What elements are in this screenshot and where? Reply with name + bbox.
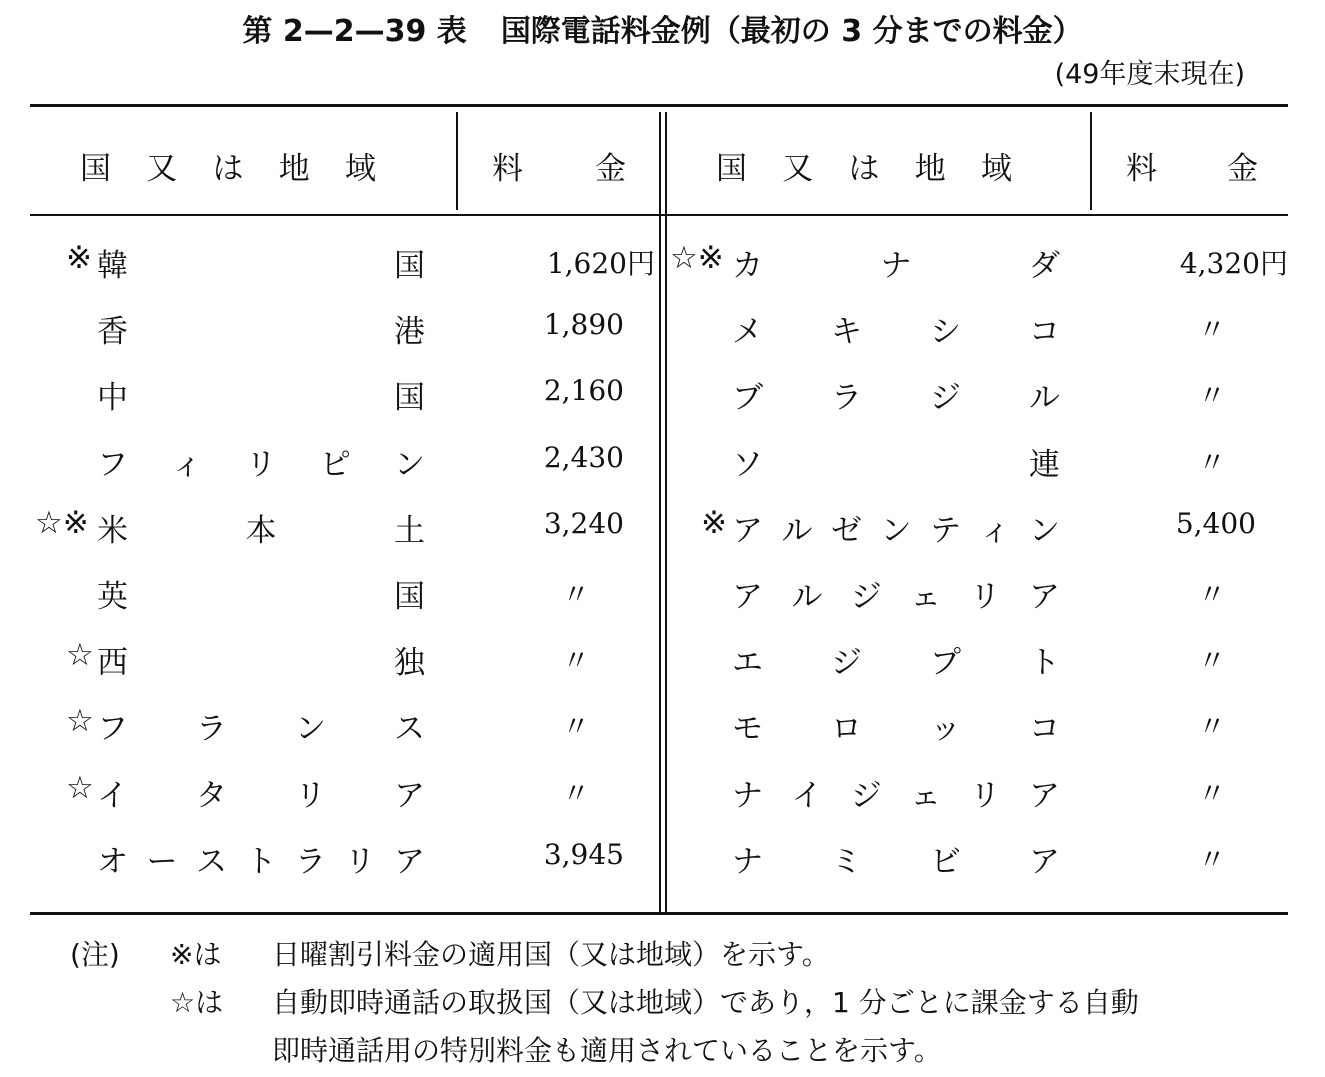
country-char: ル [781,512,813,549]
row-fee: 〃 [1198,445,1227,479]
country-char: ラ [295,843,326,880]
header-char: は [212,150,244,187]
header-char: 国 [80,150,111,187]
row-fee: 1,890 [543,308,624,342]
header-char: 地 [278,150,310,187]
country-char: 中 [97,380,128,417]
row-fee: 〃 [562,644,591,678]
country-char: ア [1028,579,1060,615]
row-country-name [97,372,425,417]
header-char: 国 [716,150,747,187]
row-country-name [97,571,425,616]
country-char: ロ [831,711,862,748]
header-country-right [716,140,1012,190]
row-fee: 3,240 [543,506,624,540]
country-char: ン [880,512,912,549]
bottom-rule [30,912,1288,915]
row-country-name [732,240,1060,285]
country-char: ア [394,777,425,814]
country-char: ダ [1029,248,1060,284]
country-char: ト [245,843,277,880]
country-char: 香 [97,314,128,351]
country-char: 国 [394,248,425,284]
header-country-left [80,140,376,190]
country-char: リ [245,446,277,483]
header-char: 地 [914,150,946,187]
country-char: ン [295,711,326,748]
country-char: 西 [97,645,128,682]
country-char: ナ [732,843,763,880]
country-char: ー [146,843,178,880]
notes-label: (注) [70,938,120,971]
country-char: シ [930,314,961,351]
note2-text-line2: 即時通話用の特別料金も適用されていることを示す。 [272,1034,942,1067]
header-char: 又 [782,150,814,187]
note1-text: 日曜割引料金の適用国（又は地域）を示す。 [272,938,830,971]
country-char: ア [732,512,763,549]
row-fee: 〃 [1198,578,1227,611]
header-char: 料 [1126,150,1157,187]
country-char: キ [831,314,862,351]
row-fee: 2,160 [543,374,624,408]
country-char: イ [791,777,823,814]
country-char: 本 [245,512,277,549]
row-fee: 5,400 [1175,506,1256,540]
header-char: 域 [345,150,376,187]
row-country-name [97,240,425,285]
row-country-name [97,770,425,815]
note2-text-line1: 自動即時通話の取扱国（又は地域）であり，1 分ごとに課金する自動 [272,986,1139,1019]
row-country-name [732,372,1060,417]
table-title [0,6,1325,50]
country-char: リ [344,843,376,880]
country-char: ジ [850,579,882,615]
country-char: 土 [394,512,425,549]
country-char: ア [394,843,425,880]
country-char: 連 [1029,446,1060,483]
row-fee: 4,320円 [1179,247,1288,280]
row-mark: ☆ [66,769,94,806]
country-char: ッ [930,711,961,748]
header-char: は [848,150,880,187]
row-fee: 2,430 [543,440,624,474]
country-char: フ [97,446,128,483]
country-char: ナ [732,777,763,814]
header-char: 又 [146,150,178,187]
country-char: ス [196,843,227,880]
country-char: ル [1029,380,1060,417]
country-char: エ [732,645,763,682]
country-char: モ [732,711,763,748]
country-char: ミ [831,843,862,880]
row-fee: 〃 [562,710,591,744]
country-char: ラ [831,380,862,417]
country-char: リ [969,579,1001,615]
country-char: ジ [850,777,882,814]
country-char: ナ [880,248,912,284]
country-char: 独 [394,645,425,682]
row-country-name [732,505,1060,550]
row-mark: ※ [66,240,92,276]
country-char: テ [930,512,961,549]
country-char: フ [97,711,128,748]
row-country-name [97,439,425,484]
row-fee: 〃 [1198,379,1227,413]
country-char: 米 [97,512,128,549]
country-char: ン [1029,512,1060,549]
country-char: リ [295,777,326,814]
row-fee: 1,620円 [546,247,655,280]
row-fee: 〃 [1198,842,1227,876]
country-char: ィ [979,512,1011,549]
country-char: ェ [910,579,942,615]
divider-right-fee [1090,112,1092,210]
table-number: 第 2—2—39 表 [242,14,467,49]
note1-mark: ※は [170,938,222,971]
country-char: コ [1029,711,1060,748]
header-char: 域 [981,150,1012,187]
row-country-name [97,703,425,748]
row-country-name [97,836,425,881]
row-fee: 〃 [1198,776,1227,810]
row-fee: 〃 [562,578,591,611]
divider-center-a [659,112,661,912]
country-char: ェ [910,777,942,814]
country-char: オ [97,843,128,880]
header-fee-right [1126,140,1258,190]
country-char: 国 [394,380,425,417]
row-mark: ☆ [66,637,94,674]
country-char: ィ [171,446,203,483]
country-char: ビ [930,843,961,880]
country-char: ア [1028,777,1060,814]
country-char: ス [394,711,425,748]
divider-left-fee [456,112,458,210]
table-subtitle: (49年度末現在) [1054,59,1245,90]
country-char: 港 [394,314,425,351]
row-mark: ☆※ [670,240,724,276]
country-char: コ [1029,314,1060,351]
country-char: イ [97,777,128,814]
row-country-name [732,306,1060,351]
header-char: 金 [1227,150,1258,187]
top-rule [30,104,1288,107]
row-fee: 〃 [562,776,591,810]
table-title-text: 国際電話料金例（最初の 3 分までの料金） [500,14,1083,49]
header-fee-left [492,140,626,190]
row-mark: ☆※ [35,504,89,541]
row-fee: 〃 [1198,710,1227,744]
country-char: リ [969,777,1001,814]
country-char: カ [732,248,763,284]
row-country-name [732,703,1060,748]
country-char: ピ [319,446,351,483]
row-country-name [97,637,425,682]
row-mark: ※ [701,504,727,541]
row-fee: 〃 [1198,644,1227,678]
header-char: 料 [492,150,523,187]
country-char: 国 [394,579,425,615]
country-char: ア [732,579,763,615]
row-mark: ☆ [66,703,94,740]
country-char: ル [791,579,823,615]
row-country-name [732,637,1060,682]
country-char: タ [196,777,227,814]
country-char: ラ [196,711,227,748]
country-char: メ [732,314,763,351]
row-country-name [732,439,1060,484]
row-fee: 〃 [1198,313,1227,347]
country-char: ン [394,446,425,483]
row-country-name [97,306,425,351]
row-country-name [732,770,1060,815]
country-char: 英 [97,579,128,615]
country-char: ジ [831,645,862,682]
country-char: ソ [732,446,763,483]
country-char: プ [930,645,961,682]
row-country-name [732,571,1060,616]
divider-center-b [665,112,667,912]
country-char: ブ [732,380,763,417]
country-char: ア [1029,843,1060,880]
row-fee: 3,945 [543,837,624,871]
country-char: ジ [930,380,961,417]
header-char: 金 [595,150,626,187]
country-char: ト [1029,645,1060,682]
row-country-name [97,505,425,550]
country-char: ゼ [831,512,862,549]
row-country-name [732,836,1060,881]
note2-mark: ☆は [170,986,224,1019]
country-char: 韓 [97,248,128,284]
